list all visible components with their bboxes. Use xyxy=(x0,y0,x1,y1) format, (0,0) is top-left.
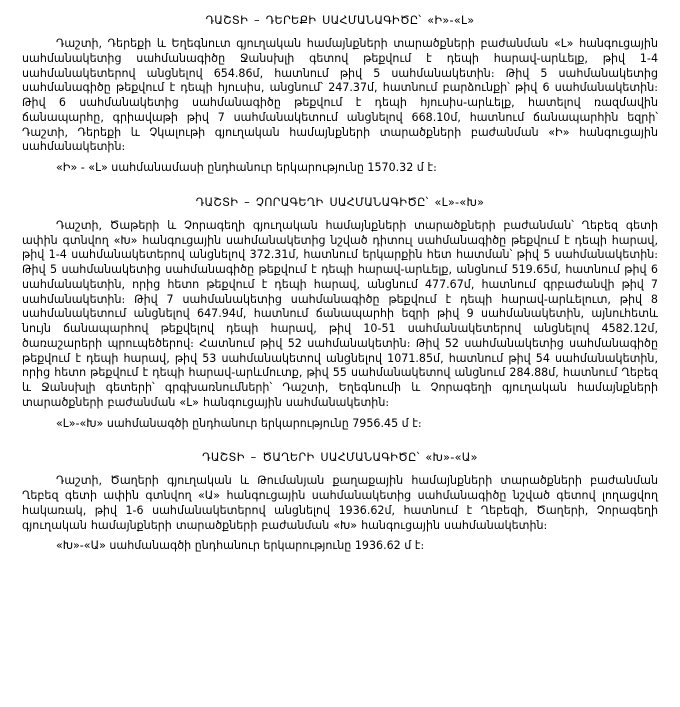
section-3-paragraph-1: Դաշտի, Ծաղերի գյուղական և Թումանյան քաղաքային համայնքների տարածքների բաժանման Ղեբեզ գետի ափին գտնվող «Ա» հանգուցային սահմանակետից սահմանագիծը նշված գետով լողացվող հակառակ, թիվ 1-6 սահմանակետերով անցնելով 1936.62մ, հատնում է Ղեբեզի, Ծաղերի, Չորագեղի գյուղական համայնքների տարածքների բաժանման «Խ» հանգուցային սահմանակետին։ xyxy=(22,474,658,532)
spacer xyxy=(22,431,658,442)
spacer xyxy=(22,176,658,187)
section-3-summary: «Խ»-«Ա» սահմանագծի ընդհանուր երկարությունը 1936.62 մ է։ xyxy=(56,539,425,553)
section-3-heading: ԴԱՇՏԻ – ԾԱՂԵՐԻ ՍԱՀՄԱՆԱԳԻԾԸ՝ «Խ»-«Ա» xyxy=(202,451,478,465)
section-1-paragraph-1: Դաշտի, Դերեքի և Եղեգնուտ գյուղական համայնքների տարածքների բաժանման «Լ» հանգուցային սահմանակետից սահմանագիծը Ջանսխլի գետով թեքվում է դեպի հարավ-արևելք, թիվ 1-4 սահմանակետերով անցնելով 654.86մ, հատնում թիվ 5 սահմանակետին։ Թիվ 5 սահմանակետից սահմանագիծը թեքվում է դեպի հյուսիս, անցնում՝ 247.37մ, հատնում բարձունքի՝ թիվ 6 սահմանակետին։ Թիվ 6 սահմանակետից սահմանագիծը թեքվում է դեպի հյուսիս-արևելք, հատելով ռազմավին ճանապարհը, գրիավաթի թիվ 7 սահմանակետում անցնելով 668.10մ, հատնում ճանապարհին եզրի՝ Դաշտի, Դերեքի և Չկալութի գյուղական համայնքների տարածքների բաժանման «Ի» հանգուցային սահմանակետին։ xyxy=(22,37,658,154)
section-2 xyxy=(22,196,658,432)
section-2-heading: ԴԱՇՏԻ – ՉՈՐԱԳԵՂԻ ՍԱՀՄԱՆԱԳԻԾԸ՝ «Լ»-«Խ» xyxy=(195,195,485,209)
section-2-summary: «Լ»-«Խ» սահմանագծի ընդհանուր երկարությունը 7956.45 մ է։ xyxy=(56,416,422,430)
section-3 xyxy=(22,451,658,554)
section-1-heading: ԴԱՇՏԻ – ԴԵՐԵՔԻ ՍԱՀՄԱՆԱԳԻԾԸ՝ «Ի»-«Լ» xyxy=(205,14,475,27)
section-1-summary: «Ի» - «Լ» սահմանամասի ընդհանուր երկարությունը 1570.32 մ է։ xyxy=(56,161,437,174)
section-2-paragraph-1: Դաշտի, Ծաթերի և Չորագեղի գյուղական համայնքների տարածքների բաժանման՝ Ղեբեզ գետի ափին գտնվող «Խ» հանգուցային սահմանակետից նշված դիտուլ սահմանագիծը թեքվում է դեպի հարավ, թիվ 1-4 սահմանակետերով անցնելով 372.31մ, հատնում երկարքին հետ հատման՝ թիվ 5 սահմանակետին։ Թիվ 5 սահմանակետից սահմանագիծը թեքվում է դեպի հարավ-արևելք, անցնում 519.65մ, հատնում թիվ 6 սահմանակետին, որից հետո թեքվում է դեպի հարավ, անցնում 477.67մ, հատնում գրբաժանվի թիվ 7 սահմանակետին։ Թիվ 7 սահմանակետից սահմանագիծը թեքվում է դեպի հարավ-արևելուտ, թիվ 8 սահմանակետում անցնելով 647.94մ, հատնում ճանապարհի եզրի թիվ 9 սահմանակետին, այնուհետև նույն ճանապարհով թեքվելով դեպի հարավ, թիվ 10-51 սահմանակետերով անցնելով 4582.12մ, ծառաշարերի պրուպեծերով։ Հատնում թիվ 52 սահմանակետին։ Թիվ 52 սահմանակետից սահմանագիծը թեքվում է դեպի հարավ, թիվ 53 սահմանակետով անցնելով 1071.85մ, հատնում թիվ 54 սահմանակետին, որից հետո թեքվում է դեպի հարավ-արևմուտք, թիվ 55 սահմանակետով անցնում 284.88մ, հատնում Ղեբեզ և Ջանսխլի գետերի՝ գրգխառնումների՝ Դաշտի, Եղեգնումի և Չորագեղի գյուղական համայնքների տարածքների բաժանման «Լ» հանգուցային սահմանակետին։ xyxy=(22,218,658,409)
section-1 xyxy=(22,14,658,176)
